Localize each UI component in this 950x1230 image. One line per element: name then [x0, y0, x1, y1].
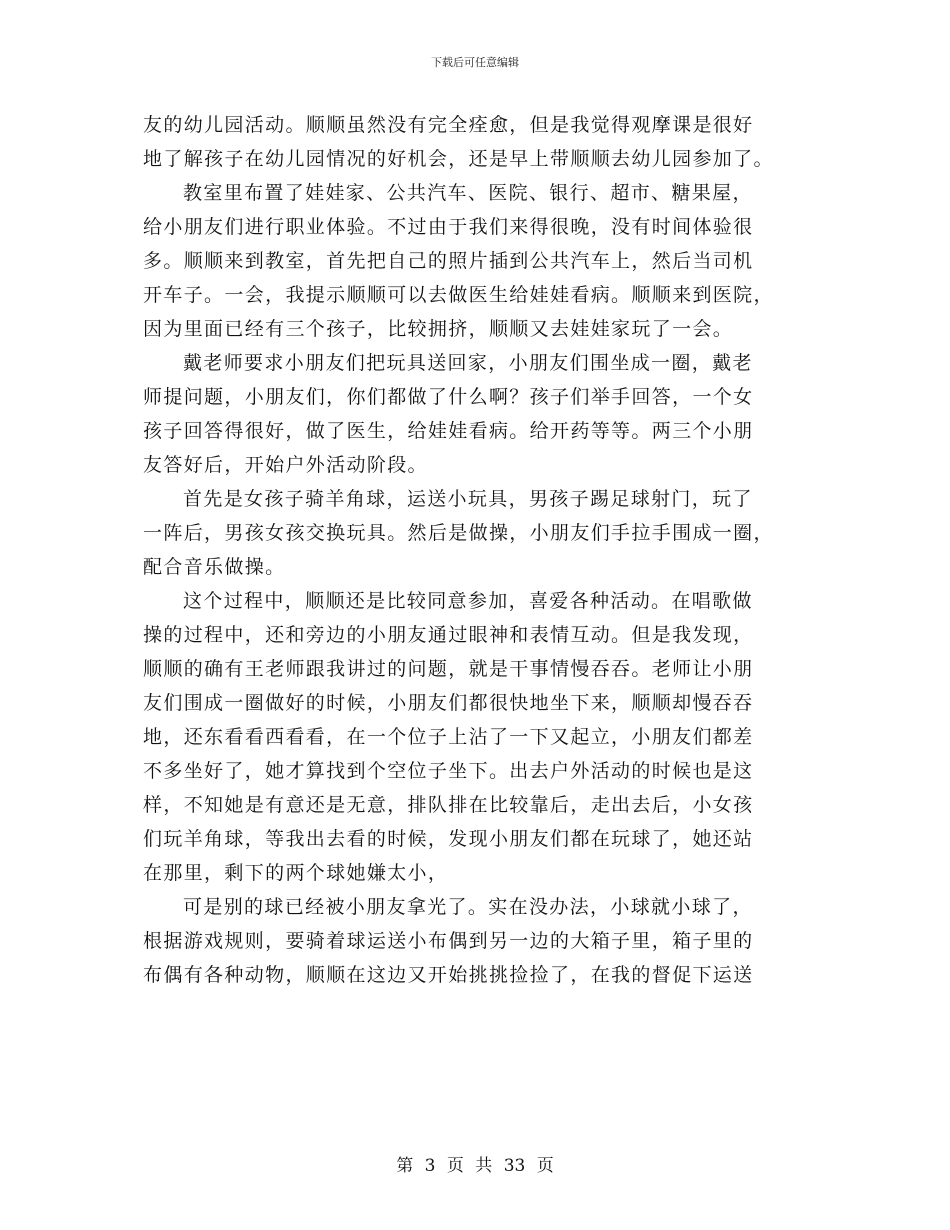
paragraph-3-line-1: 戴老师要求小朋友们把玩具送回家，小朋友们围坐成一圈，戴老: [183, 352, 753, 374]
paragraph-3-line-2: 师提问题，小朋友们，你们都做了什么啊？孩子们举手回答，一个女: [143, 386, 754, 408]
paragraph-5-line-9: 在那里，剩下的两个球她嫌太小，: [143, 862, 449, 884]
paragraph-4-line-3: 配合音乐做操。: [143, 556, 286, 578]
paragraph-5-line-5: 地，还东看看西看看，在一个位子上沾了一下又起立，小朋友们都差: [143, 726, 754, 748]
paragraph-6-line-1: 可是别的球已经被小朋友拿光了。实在没办法，小球就小球了，: [183, 896, 753, 918]
body-text: [143, 108, 803, 992]
page-header-note: 下载后可任意编辑: [431, 56, 519, 69]
paragraph-5-line-7: 样，不知她是有意还是无意，排队排在比较靠后，走出去后，小女孩: [143, 794, 754, 816]
paragraph-4-line-2: 一阵后，男孩女孩交换玩具。然后是做操，小朋友们手拉手围成一圈，: [143, 522, 774, 544]
paragraph-5-line-6: 不多坐好了，她才算找到个空位子坐下。出去户外活动的时候也是这: [143, 760, 754, 782]
paragraph-1-line-1: 友的幼儿园活动。顺顺虽然没有完全痊愈，但是我觉得观摩课是很好: [143, 114, 754, 136]
paragraph-2-line-2: 给小朋友们进行职业体验。不过由于我们来得很晚，没有时间体验很: [143, 216, 754, 238]
paragraph-5-line-8: 们玩羊角球，等我出去看的时候，发现小朋友们都在玩球了，她还站: [143, 828, 754, 850]
paragraph-2-line-1: 教室里布置了娃娃家、公共汽车、医院、银行、超市、糖果屋，: [183, 182, 753, 204]
paragraph-4-line-1: 首先是女孩子骑羊角球，运送小玩具，男孩子踢足球射门，玩了: [183, 488, 753, 510]
paragraph-2-line-3: 多。顺顺来到教室，首先把自己的照片插到公共汽车上，然后当司机: [143, 250, 754, 272]
paragraph-3-line-3: 孩子回答得很好，做了医生，给娃娃看病。给开药等等。两三个小朋: [143, 420, 754, 442]
paragraph-5-line-3: 顺顺的确有王老师跟我讲过的问题，就是干事情慢吞吞。老师让小朋: [143, 658, 754, 680]
paragraph-5-line-4: 友们围成一圈做好的时候，小朋友们都很快地坐下来，顺顺却慢吞吞: [143, 692, 754, 714]
paragraph-2-line-4: 开车子。一会，我提示顺顺可以去做医生给娃娃看病。顺顺来到医院，: [143, 284, 774, 306]
paragraph-5-line-1: 这个过程中，顺顺还是比较同意参加，喜爱各种活动。在唱歌做: [183, 590, 753, 612]
paragraph-2-line-5: 因为里面已经有三个孩子，比较拥挤，顺顺又去娃娃家玩了一会。: [143, 318, 734, 340]
paragraph-6-line-3: 布偶有各种动物，顺顺在这边又开始挑挑捡捡了，在我的督促下运送: [143, 964, 754, 986]
paragraph-5-line-2: 操的过程中，还和旁边的小朋友通过眼神和表情互动。但是我发现，: [143, 624, 754, 646]
page-number-footer: 第 3 页 共 33 页: [396, 1156, 554, 1176]
paragraph-3-line-4: 友答好后，开始户外活动阶段。: [143, 454, 428, 476]
paragraph-6-line-2: 根据游戏规则，要骑着球运送小布偶到另一边的大箱子里，箱子里的: [143, 930, 754, 952]
paragraph-1-line-2: 地了解孩子在幼儿园情况的好机会，还是早上带顺顺去幼儿园参加了。: [143, 148, 774, 170]
